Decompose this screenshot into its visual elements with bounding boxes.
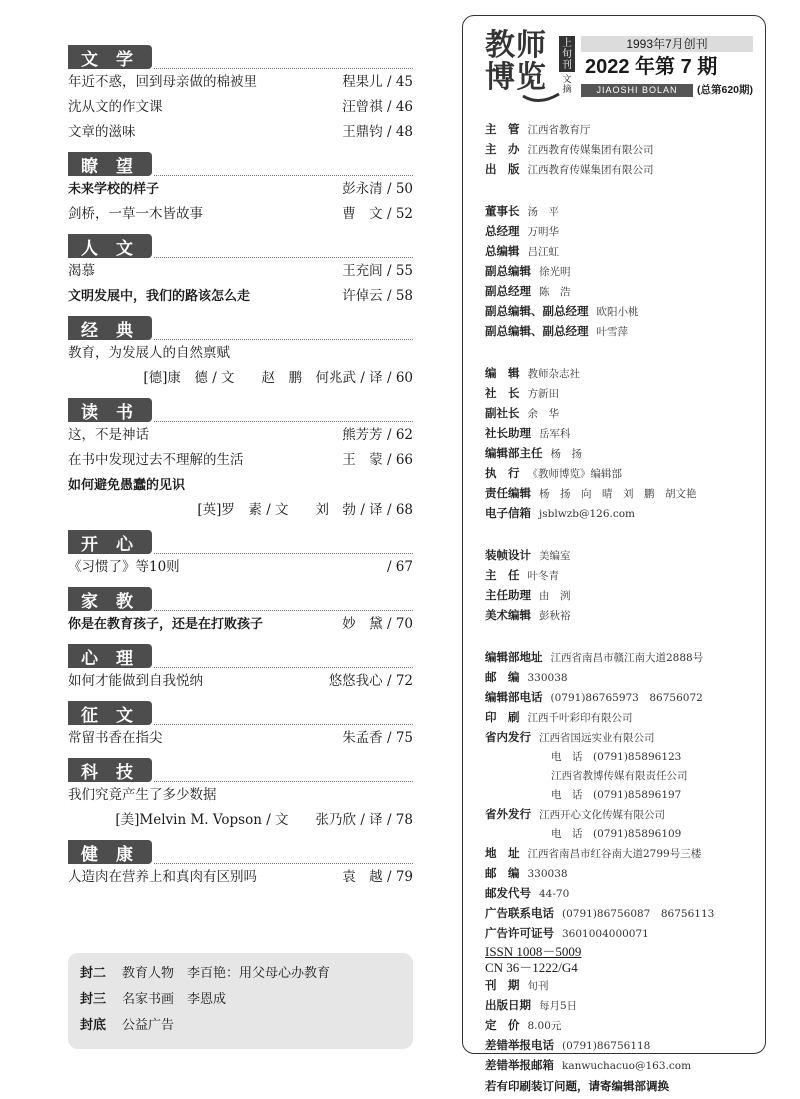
info-row <box>485 904 757 924</box>
toc-entry <box>68 726 413 751</box>
info-label: 邮 编 <box>485 670 520 684</box>
entry-title: 如何避免愚蠢的见识 <box>68 478 186 493</box>
section-header <box>68 151 413 177</box>
info-value: (0791)86756087 86756113 <box>562 908 715 920</box>
info-row <box>485 484 757 504</box>
pub-label: 出版日期 <box>485 998 531 1012</box>
section-divider <box>154 702 413 725</box>
info-label: 副总经理 <box>485 284 531 298</box>
pub-label: 刊 期 <box>485 978 520 992</box>
entry-author-page: 妙 黛 / 70 <box>342 616 413 632</box>
cover-item <box>68 987 413 1013</box>
info-label: 副总编辑 <box>485 264 531 278</box>
info-value: 杨 扬 向 晴 刘 鹏 胡文艳 <box>539 488 697 500</box>
pub-row <box>485 996 757 1016</box>
info-row <box>485 120 757 140</box>
info-label: 广告许可证号 <box>485 926 554 940</box>
entry-title: 如何才能做到自我悦纳 <box>68 673 203 689</box>
cover-label: 封底 <box>80 1018 107 1033</box>
section-header <box>68 315 413 341</box>
section-tag: 经 典 <box>68 316 152 340</box>
info-row <box>485 322 757 342</box>
toc-entry <box>68 202 413 227</box>
info-row <box>485 728 757 748</box>
info-row <box>485 140 757 160</box>
toc-entry <box>68 612 413 637</box>
entry-author-page: / 67 <box>386 559 413 575</box>
info-label: 编辑部电话 <box>485 690 543 704</box>
info-row <box>485 606 757 626</box>
entry-author-page: 许倬云 / 58 <box>342 288 413 304</box>
entry-author-page: 程果儿 / 45 <box>342 74 413 90</box>
entry-title: 未来学校的样子 <box>68 182 160 197</box>
entry-credit: [德]康 德 / 文 赵 鹏 何兆武 / 译 / 60 <box>143 370 413 386</box>
info-row <box>485 384 757 404</box>
info-row <box>485 222 757 242</box>
section-divider <box>154 46 413 69</box>
info-row <box>485 566 757 586</box>
entry-title: 年近不惑，回到母亲做的棉被里 <box>68 74 257 90</box>
toc-entry <box>68 555 413 580</box>
info-value: 方新田 <box>527 388 559 400</box>
info-value: 吕江虹 <box>527 246 559 258</box>
info-value: 江西省教博传媒有限责任公司 <box>551 770 688 782</box>
toc-entry <box>68 70 413 95</box>
info-row <box>485 444 757 464</box>
entry-title: 常留书香在指尖 <box>68 730 163 746</box>
section-header <box>68 700 413 726</box>
section-divider <box>154 235 413 258</box>
info-label: 总编辑 <box>485 244 520 258</box>
toc-entry <box>68 473 413 498</box>
info-row <box>485 648 757 668</box>
print-notice: 若有印刷装订问题，请寄编辑部调换 <box>485 1079 669 1093</box>
info-value: 叶冬青 <box>527 570 559 582</box>
info-label: 编辑部主任 <box>485 446 543 460</box>
info-value: (0791)86765973 86756072 <box>550 692 703 704</box>
cover-label: 封三 <box>80 992 107 1007</box>
section-tag: 文 学 <box>68 45 152 69</box>
section-tag: 开 心 <box>68 530 152 554</box>
info-label: 主 任 <box>485 568 520 582</box>
toc-entry <box>68 120 413 145</box>
pub-value: kanwuchacuo@163.com <box>562 1060 692 1072</box>
info-row <box>485 160 757 180</box>
info-row <box>485 805 757 825</box>
info-value: 电 话 (0791)85896109 <box>551 828 682 840</box>
pub-row <box>485 1036 757 1056</box>
info-row <box>485 586 757 606</box>
section-tag: 科 技 <box>68 758 152 782</box>
cover-text: 名家书画 李恩成 <box>122 992 227 1007</box>
info-value: 教师杂志社 <box>527 368 580 380</box>
entry-author-page: 熊芳芳 / 62 <box>342 427 413 443</box>
pub-row <box>485 1016 757 1036</box>
entry-author-page: 朱孟香 / 75 <box>342 730 413 746</box>
info-row <box>485 404 757 424</box>
info-row <box>485 708 757 728</box>
info-label: 电子信箱 <box>485 506 531 520</box>
issn: ISSN 1008－5009 <box>485 944 582 959</box>
entry-title: 我们究竟产生了多少数据 <box>68 787 217 803</box>
cover-text: 教育人物 李百艳：用父母心办教育 <box>122 966 331 981</box>
pub-row <box>485 1056 757 1076</box>
section-header <box>68 44 413 70</box>
info-label: 编辑部地址 <box>485 650 543 664</box>
cover-item <box>68 1013 413 1039</box>
section-tag: 心 理 <box>68 644 152 668</box>
info-label: 广告联系电话 <box>485 906 554 920</box>
cover-label: 封二 <box>80 966 107 981</box>
info-label: 执 行 <box>485 466 520 480</box>
info-value: 江西千叶彩印有限公司 <box>527 712 633 724</box>
section-divider <box>154 317 413 340</box>
info-value: 江西省国远实业有限公司 <box>539 732 655 744</box>
pub-value: (0791)86756118 <box>562 1040 651 1052</box>
info-value: jsblwzb@126.com <box>539 508 636 520</box>
info-value: 330038 <box>527 868 568 880</box>
section-tag: 人 文 <box>68 234 152 258</box>
info-label: 省内发行 <box>485 730 531 744</box>
info-row <box>485 364 757 384</box>
info-row <box>485 786 757 805</box>
info-row <box>485 302 757 322</box>
entry-credit: [美]Melvin M. Vopson / 文 张乃欣 / 译 / 78 <box>115 812 413 828</box>
info-row <box>485 546 757 566</box>
info-label: 社 长 <box>485 386 520 400</box>
info-value: 杨 扬 <box>550 448 582 460</box>
info-group <box>485 202 757 342</box>
section-header <box>68 233 413 259</box>
info-value: 叶雪萍 <box>596 326 628 338</box>
info-value: 万明华 <box>527 226 559 238</box>
info-row <box>485 688 757 708</box>
info-label: 出 版 <box>485 162 520 176</box>
info-label: 副总编辑、副总经理 <box>485 324 589 338</box>
info-group <box>485 364 757 524</box>
founded-date: 1993年7月创刊 <box>581 36 753 52</box>
toc-entry <box>68 341 413 366</box>
toc-entry <box>68 95 413 120</box>
info-value: 由 洌 <box>539 590 571 602</box>
info-value: 电 话 (0791)85896197 <box>551 789 682 801</box>
info-label: 责任编辑 <box>485 486 531 500</box>
info-row <box>485 424 757 444</box>
pub-label: 差错举报电话 <box>485 1038 554 1052</box>
section-tag: 读 书 <box>68 398 152 422</box>
toc-entry <box>68 423 413 448</box>
toc-entry <box>68 284 413 309</box>
entry-author-page: 袁 越 / 79 <box>342 869 413 885</box>
info-value: 44-70 <box>539 888 570 900</box>
info-row <box>485 262 757 282</box>
toc-entry <box>68 448 413 473</box>
section-tag: 家 教 <box>68 587 152 611</box>
info-value: 汤 平 <box>527 206 559 218</box>
info-label: 美术编辑 <box>485 608 531 622</box>
section-divider <box>154 153 413 176</box>
entry-title: 人造肉在营养上和真肉有区别吗 <box>68 869 257 885</box>
section-header <box>68 397 413 423</box>
info-label: 副总编辑、副总经理 <box>485 304 589 318</box>
info-row <box>485 924 757 944</box>
info-value: 江西省教育厅 <box>527 124 591 136</box>
section-tag: 瞭 望 <box>68 152 152 176</box>
info-label: 编 辑 <box>485 366 520 380</box>
edition-tag: 上旬刊 <box>559 36 575 72</box>
info-row <box>485 825 757 844</box>
info-label: 董事长 <box>485 204 520 218</box>
section-header <box>68 757 413 783</box>
entry-title: 你是在教育孩子，还是在打败孩子 <box>68 617 264 632</box>
toc-entry <box>68 865 413 890</box>
masthead <box>485 30 755 120</box>
cover-item <box>68 961 413 987</box>
info-label: 主 办 <box>485 142 520 156</box>
info-row <box>485 864 757 884</box>
info-value: 余 华 <box>527 408 559 420</box>
info-value: 《教师博览》编辑部 <box>527 468 622 480</box>
info-group <box>485 546 757 626</box>
swoosh-logo-icon <box>521 92 561 106</box>
info-value: 彭秋裕 <box>539 610 571 622</box>
info-row <box>485 748 757 767</box>
edition-subtag: 文摘 <box>562 75 572 95</box>
info-value: 江西教育传媒集团有限公司 <box>527 164 654 176</box>
info-row <box>485 464 757 484</box>
info-label: 省外发行 <box>485 807 531 821</box>
toc-entry <box>68 783 413 808</box>
info-value: 岳军科 <box>539 428 571 440</box>
info-row <box>485 504 757 524</box>
info-label: 副社长 <box>485 406 520 420</box>
info-value: 电 话 (0791)85896123 <box>551 751 682 763</box>
cover-credits <box>68 953 413 1049</box>
info-label: 邮 编 <box>485 866 520 880</box>
entry-title: 文章的滋味 <box>68 124 136 140</box>
info-group <box>485 648 757 944</box>
cover-text: 公益广告 <box>122 1018 175 1033</box>
info-label: 装帧设计 <box>485 548 531 562</box>
info-row <box>485 844 757 864</box>
toc-entry <box>68 177 413 202</box>
info-label: 地 址 <box>485 846 520 860</box>
info-label: 印 刷 <box>485 710 520 724</box>
cn-number: CN 36－1222/G4 <box>485 960 578 975</box>
pub-row <box>485 976 757 996</box>
info-value: 江西省南昌市红谷南大道2799号三楼 <box>527 848 702 860</box>
info-label: 主任助理 <box>485 588 531 602</box>
info-row <box>485 668 757 688</box>
info-value: 陈 浩 <box>539 286 571 298</box>
info-row <box>485 202 757 222</box>
section-tag: 征 文 <box>68 701 152 725</box>
info-row <box>485 242 757 262</box>
info-value: 330038 <box>527 672 568 684</box>
info-value: 江西省南昌市赣江南大道2888号 <box>550 652 704 664</box>
table-of-contents <box>68 38 413 890</box>
info-group <box>485 120 757 180</box>
info-label: 邮发代号 <box>485 886 531 900</box>
colophon-info <box>485 120 757 1096</box>
info-label: 总经理 <box>485 224 520 238</box>
entry-author-page: 王鼎钧 / 48 <box>342 124 413 140</box>
section-divider <box>154 841 413 864</box>
total-issue: (总第620期) <box>697 84 754 96</box>
info-value: 江西开心文化传媒有限公司 <box>539 809 665 821</box>
info-value: 3601004000071 <box>562 928 649 940</box>
entry-author-page: 彭永清 / 50 <box>342 181 413 197</box>
section-header <box>68 839 413 865</box>
entry-title: 这，不是神话 <box>68 427 149 443</box>
toc-entry <box>68 259 413 284</box>
section-header <box>68 586 413 612</box>
entry-credit: [英]罗 素 / 文 刘 勃 / 译 / 68 <box>197 502 413 518</box>
colophon-panel <box>462 15 766 1093</box>
pinyin-title: JIAOSHI BOLAN <box>581 84 693 97</box>
entry-author-page: 曹 文 / 52 <box>342 206 413 222</box>
magazine-title: 教师 博览 <box>485 28 547 95</box>
pub-value: 8.00元 <box>527 1020 562 1032</box>
info-value: 欧阳小桃 <box>596 306 639 318</box>
entry-title: 教育，为发展人的自然禀赋 <box>68 345 230 361</box>
entry-title: 沈从文的作文课 <box>68 99 163 115</box>
entry-author-page: 悠悠我心 / 72 <box>328 673 413 689</box>
entry-author-page: 王充闾 / 55 <box>342 263 413 279</box>
toc-entry <box>68 669 413 694</box>
info-value: 徐光明 <box>539 266 571 278</box>
section-divider <box>154 588 413 611</box>
section-header <box>68 643 413 669</box>
section-tag: 健 康 <box>68 840 152 864</box>
entry-title: 渴慕 <box>68 263 95 279</box>
section-divider <box>154 531 413 554</box>
pub-label: 定 价 <box>485 1018 520 1032</box>
info-value: 江西教育传媒集团有限公司 <box>527 144 654 156</box>
info-row <box>485 282 757 302</box>
info-value: 美编室 <box>539 550 571 562</box>
pub-value: 旬刊 <box>527 980 549 992</box>
info-label: 主 管 <box>485 122 520 136</box>
section-header <box>68 529 413 555</box>
section-divider <box>154 399 413 422</box>
info-row <box>485 767 757 786</box>
issue-number: 2022 年第 7 期 <box>585 56 718 78</box>
entry-title: 文明发展中，我们的路该怎么走 <box>68 289 251 304</box>
info-label: 社长助理 <box>485 426 531 440</box>
pub-value: 每月5日 <box>539 1000 578 1012</box>
entry-author-page: 王 蒙 / 66 <box>342 452 413 468</box>
pub-label: 差错举报邮箱 <box>485 1058 554 1072</box>
section-divider <box>154 759 413 782</box>
entry-title: 《习惯了》等10则 <box>68 559 180 575</box>
entry-author-page: 汪曾祺 / 46 <box>342 99 413 115</box>
entry-title: 剑桥，一草一木皆故事 <box>68 206 203 222</box>
info-row <box>485 884 757 904</box>
section-divider <box>154 645 413 668</box>
entry-title: 在书中发现过去不理解的生活 <box>68 452 244 468</box>
